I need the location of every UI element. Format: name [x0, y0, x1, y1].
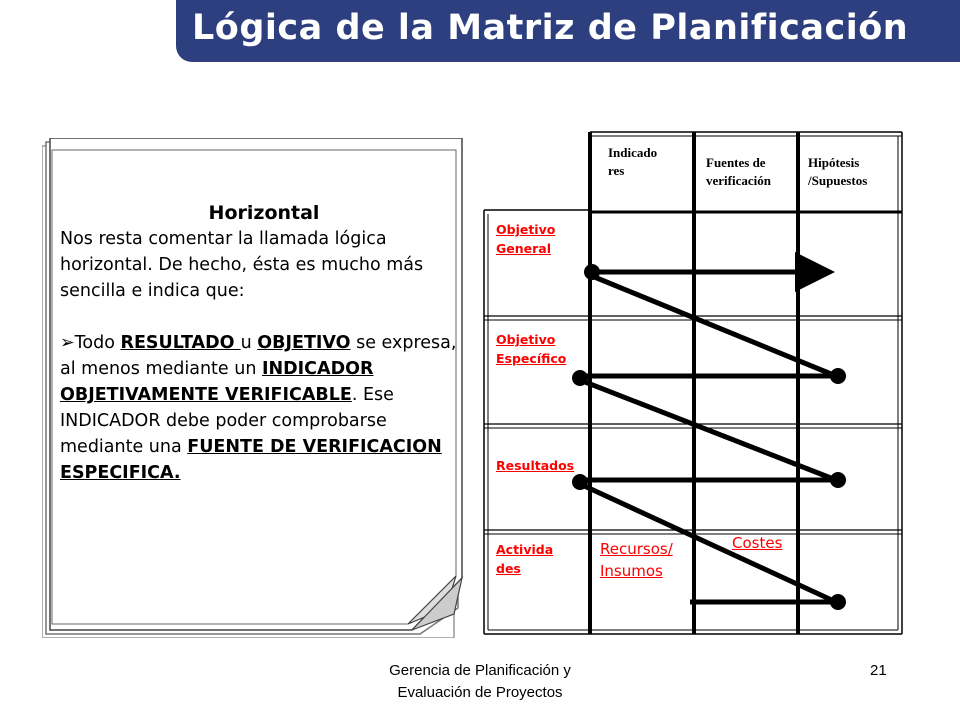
note-text-ese: . Ese INDICADOR debe poder comprobarse mediante una — [60, 385, 394, 457]
note-bullet-paragraph — [60, 330, 468, 486]
note-text-expresa: se expresa, al menos mediante un — [60, 333, 457, 379]
title-banner — [176, 0, 960, 62]
cell-recursos-insumos — [600, 538, 673, 582]
dot-row2-right — [830, 368, 846, 384]
row-label-actividades-line1: Activida — [496, 542, 554, 557]
cell-recursos-line2: Insumos — [600, 562, 663, 580]
note-text — [60, 200, 468, 486]
col-header-fuentes-line2: verificación — [706, 173, 771, 188]
row-label-objetivo-general-line2: General — [496, 241, 551, 256]
row-label-resultados: Resultados — [496, 458, 575, 473]
horizontal-logic-note — [42, 138, 466, 638]
slide-title: Lógica de la Matriz de Planificación — [192, 8, 909, 48]
dot-row3-left — [572, 474, 588, 490]
note-keyword-indicador: INDICADOR — [261, 359, 374, 379]
note-text-u: u — [240, 333, 258, 353]
col-header-fuentes — [706, 154, 771, 190]
row-label-actividades-line2: des — [496, 561, 521, 576]
col-header-indicadores-line1: Indicado — [608, 145, 658, 160]
planning-matrix — [480, 128, 910, 640]
note-keyword-objetivamente-verificable: OBJETIVAMENTE VERIFICABLE — [60, 385, 352, 405]
col-header-hipotesis-line1: Hipótesis — [808, 155, 860, 170]
row-label-objetivo-especifico-line1: Objetivo — [496, 332, 556, 347]
footer-line2: Evaluación de Proyectos — [397, 684, 563, 701]
footer-organization — [340, 660, 620, 704]
page-number: 21 — [870, 662, 887, 679]
col-header-hipotesis-line2: /Supuestos — [808, 173, 868, 188]
col-header-fuentes-line1: Fuentes de — [706, 155, 766, 170]
col-header-indicadores — [608, 144, 657, 180]
row-label-objetivo-especifico — [496, 330, 566, 368]
dot-row4-right — [830, 594, 846, 610]
col-header-hipotesis — [808, 154, 867, 190]
row-label-objetivo-general — [496, 220, 555, 258]
row-label-actividades — [496, 540, 553, 578]
row-label-objetivo-especifico-line2: Específico — [496, 351, 567, 366]
note-keyword-resultado: RESULTADO — [120, 333, 241, 353]
note-intro: Nos resta comentar la llamada lógica horizontal. De hecho, ésta es mucho más sencilla e indica que: — [60, 229, 424, 301]
note-heading: Horizontal — [208, 202, 320, 224]
note-text-todo: Todo — [74, 333, 121, 353]
cell-recursos-line1: Recursos/ — [600, 540, 673, 558]
dot-row3-right — [830, 472, 846, 488]
row-label-objetivo-general-line1: Objetivo — [496, 222, 556, 237]
cell-costes: Costes — [732, 534, 783, 552]
dot-row2-left — [572, 370, 588, 386]
note-keyword-fuente-verificacion: FUENTE DE VERIFICACION ESPECIFICA. — [60, 437, 442, 483]
note-keyword-objetivo: OBJETIVO — [257, 333, 351, 353]
footer-line1: Gerencia de Planificación y — [389, 662, 571, 679]
dot-start — [584, 264, 600, 280]
col-header-indicadores-line2: res — [608, 163, 625, 178]
bullet-arrow-icon: ➢ — [60, 333, 75, 353]
